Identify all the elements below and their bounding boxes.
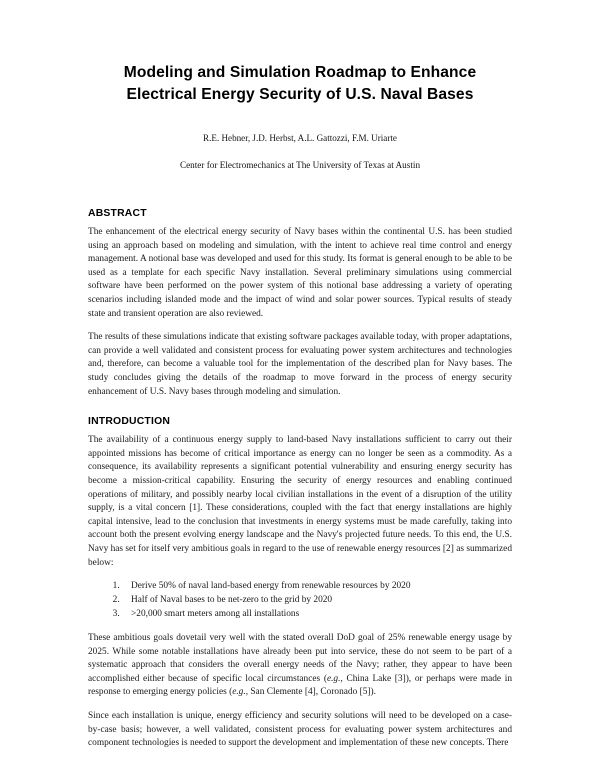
paragraph-run: These ambitious goals dovetail very well with the stated overall DoD goal of 25% renewable energy usage by 2025. While some notable installations have already been put into service, these do not seem to be part of a systematic approach that considers the overall energy needs of the Navy; rather, they appear to have been accomplished either because of specific local circumstances ( xyxy=(88,633,512,684)
page-title: Modeling and Simulation Roadmap to Enhance Electrical Energy Security of U.S. Naval Bases xyxy=(123,64,477,104)
introduction-paragraph-2 xyxy=(88,632,512,700)
latin-abbrev-emphasis: e.g. xyxy=(232,687,246,698)
list-item: 3. >20,000 smart meters among all installations xyxy=(122,608,512,622)
paragraph-run: , San Clemente [4], Coronado [5]). xyxy=(245,687,376,698)
latin-abbrev-emphasis: e.g. xyxy=(326,673,341,684)
abstract-paragraph-2: The results of these simulations indicate that existing software packages available today, with proper adaptations, can provide a well validated and consistent process for evaluating power system architectures and technologies and, therefore, can become a valuable tool for the implementation of the described plan for Navy bases. The study concludes giving the details of the roadmap to move forward in the process of energy security enhancement of U.S. Navy bases through modeling and simulation. xyxy=(88,332,512,397)
introduction-paragraph-1: The availability of a continuous energy supply to land-based Navy installations sufficient to carry out their appointed missions has become of critical importance as energy can no longer be seen as a commodity. As a consequence, its availability represents a significant potential vulnerability and ensuring energy security has become a mission-critical capability. Ensuring the security of energy resources and enabling continued operations of military, and possibly nearby local civilian installations in the event of a disruption of the utility supply, is a vital concern [1]. These considerations, coupled with the fact that energy installations are highly capital intensive, lead to the conclusion that investments in energy systems must be made carefully, taking into account both the present evolving energy landscape and the Navy's projected future needs. To this end, the U.S. Navy has set for itself very ambitious goals in regard to the use of renewable energy resources [2] as summarized below: xyxy=(88,435,512,568)
author-list: R.E. Hebner, J.D. Herbst, A.L. Gattozzi, F.M. Uriarte xyxy=(203,133,397,144)
abstract-paragraph-1: The enhancement of the electrical energy security of Navy bases within the continental U.S. has been studied using an approach based on modeling and simulation, with the intent to achieve real time control and energy management. A notional base was developed and used for this study. Its format is general enough to be able to be used as a template for each specific Navy installation. Several preliminary simulations using commercial software have been performed on the power system of this notional base addressing a variety of operating scenarios including islanded mode and the impact of wind and solar power sources. Typical results of steady state and transient operation are also reviewed. xyxy=(88,227,512,319)
navy-goals-list xyxy=(88,580,512,622)
introduction-heading: INTRODUCTION xyxy=(88,416,171,428)
affiliation-line: Center for Electromechanics at The University of Texas at Austin xyxy=(179,160,421,171)
title-block xyxy=(88,0,512,172)
introduction-paragraph-3: Since each installation is unique, energy efficiency and security solutions will need to be developed on a case-by-case basis; however, a well validated, consistent process for evaluating power system architectures and component technologies is needed to support the development and implementation of these new concepts. There xyxy=(88,711,512,749)
list-item: 1. Derive 50% of naval land-based energy from renewable resources by 2020 xyxy=(122,580,512,594)
list-item: 2. Half of Naval bases to be net-zero to the grid by 2020 xyxy=(122,594,512,608)
paragraph-run: , China Lake [3]), or perhaps were made in response to emerging energy policies ( xyxy=(88,673,513,698)
abstract-heading: ABSTRACT xyxy=(88,208,147,220)
document-body xyxy=(88,208,512,751)
